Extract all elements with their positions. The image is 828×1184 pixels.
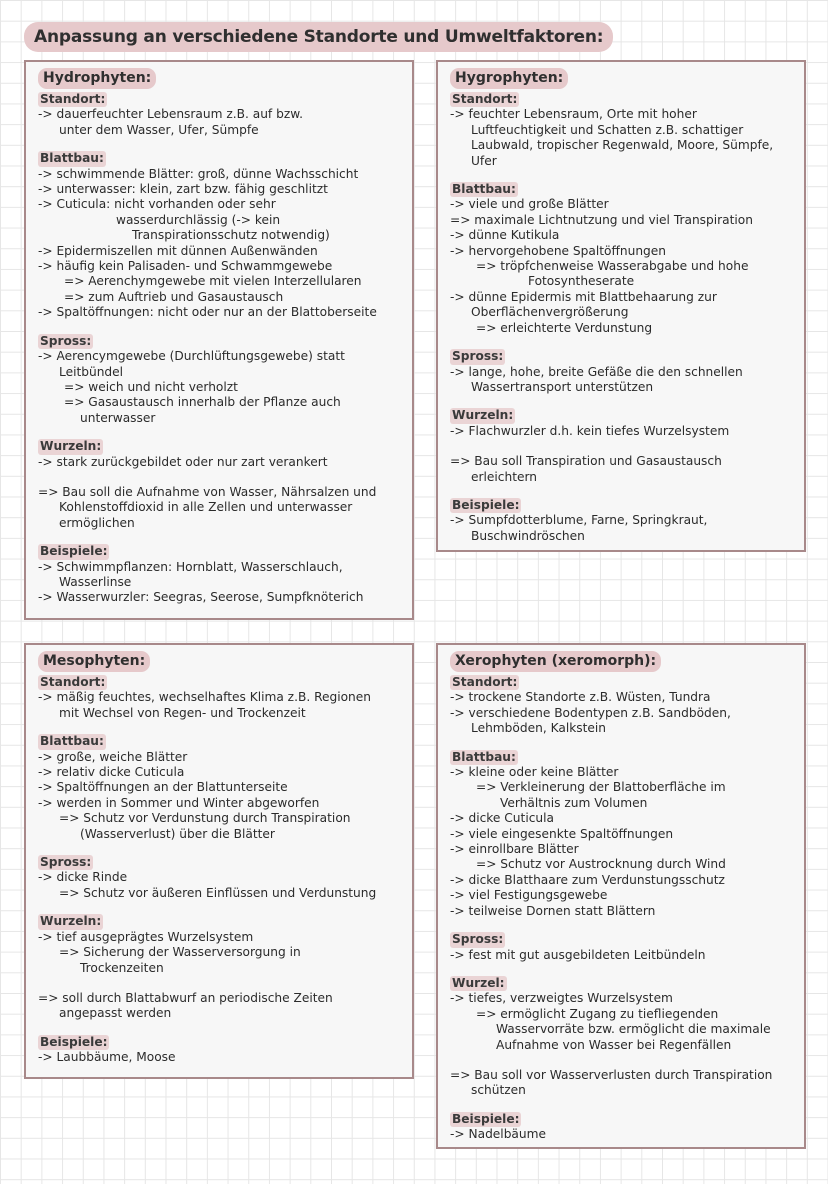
text-line: -> Cuticula: nicht vorhanden oder sehr [38, 197, 276, 212]
text-line: -> dicke Blatthaare zum Verdunstungsschutz [450, 872, 725, 887]
text-line: (Wasserverlust) über die Blätter [80, 826, 275, 841]
text-line: Kohlenstoffdioxid in alle Zellen und unterwasser [59, 500, 353, 515]
text-line: -> hervorgehobene Spaltöffnungen [450, 243, 667, 258]
text-line: => Schutz vor Austrocknung durch Wind [476, 857, 726, 872]
card-title: Hydrophyten: [38, 68, 156, 89]
text-line: -> dicke Cuticula [450, 811, 554, 826]
section-wurzeln [450, 408, 794, 485]
text-line: => Bau soll die Aufnahme von Wasser, Nährsalzen und [38, 484, 377, 499]
text-line: -> Flachwurzler d.h. kein tiefes Wurzelsystem [450, 423, 730, 438]
text-line: Aufnahme von Wasser bei Regenfällen [496, 1037, 732, 1052]
text-line: -> fest mit gut ausgebildeten Leitbündeln [450, 947, 706, 962]
text-line: => Sicherung der Wasserversorgung in [59, 945, 301, 960]
text-line: wasserdurchlässig (-> kein [116, 212, 281, 227]
text-line: Verhältnis zum Volumen [500, 795, 648, 810]
card-mesophyten [24, 643, 414, 1079]
text-line: Trockenzeiten [80, 960, 164, 975]
text-line: -> Nadelbäume [450, 1127, 546, 1142]
section-wurzeln [38, 914, 402, 1021]
text-line: Fotosyntheserate [528, 274, 635, 289]
section-spross [38, 334, 402, 426]
section-spross [450, 932, 794, 963]
text-line: ermöglichen [59, 515, 135, 530]
text-line: -> einrollbare Blätter [450, 842, 579, 857]
section-label: Wurzel: [452, 975, 505, 990]
section-label: Beispiele: [452, 497, 520, 512]
section-label: Blattbau: [452, 182, 516, 197]
section-label: Spross: [40, 855, 92, 870]
text-line: -> Laubbäume, Moose [38, 1050, 176, 1065]
page-title: Anpassung an verschiedene Standorte und Umweltfaktoren: [24, 22, 613, 52]
text-line: Transpirationsschutz notwendig) [132, 228, 330, 243]
text-line: Wasserlinse [59, 574, 132, 589]
text-line: => ermöglicht Zugang zu tiefliegenden [476, 1006, 719, 1021]
section-blattbau [38, 734, 402, 842]
section-standort [38, 675, 402, 721]
section-label: Beispiele: [40, 544, 108, 559]
text-line: erleichtern [471, 469, 538, 484]
section-beispiele [38, 544, 402, 606]
text-line: -> dauerfeuchter Lebensraum z.B. auf bzw. [38, 107, 303, 122]
card-title: Xerophyten (xeromorph): [450, 651, 661, 672]
text-line: -> große, weiche Blätter [38, 749, 188, 764]
section-label: Spross: [40, 333, 92, 348]
text-line: -> viel Festigungsgewebe [450, 888, 608, 903]
card-hygrophyten [436, 60, 806, 552]
section-label: Wurzeln: [40, 914, 102, 929]
text-line: Wassertransport unterstützen [471, 379, 654, 394]
text-line: => weich und nicht verholzt [64, 379, 238, 394]
section-beispiele [38, 1035, 402, 1066]
text-line: -> teilweise Dornen statt Blättern [450, 903, 656, 918]
text-line: -> häufig kein Palisaden- und Schwammgewebe [38, 259, 333, 274]
text-line: Ufer [471, 153, 497, 168]
text-line: Laubwald, tropischer Regenwald, Moore, Sümpfe, [471, 138, 774, 153]
text-line: Lehmböden, Kalkstein [471, 721, 606, 736]
section-standort [38, 92, 402, 138]
text-line: => tröpfchenweise Wasserabgabe und hohe [476, 259, 749, 274]
card-title: Mesophyten: [38, 651, 150, 672]
text-line: -> dünne Kutikula [450, 228, 560, 243]
section-standort [450, 92, 794, 169]
text-line: -> dünne Epidermis mit Blattbehaarung zur [450, 289, 717, 304]
section-label: Blattbau: [452, 749, 516, 764]
text-line: Leitbündel [59, 364, 124, 379]
card-xerophyten [436, 643, 806, 1149]
section-wurzel [450, 976, 794, 1099]
text-line: unterwasser [80, 410, 156, 425]
text-line: Wasservorräte bzw. ermöglicht die maximale [496, 1022, 771, 1037]
section-label: Standort: [452, 92, 518, 106]
section-blattbau [450, 182, 794, 336]
text-line: Luftfeuchtigkeit und Schatten z.B. schattiger [471, 122, 744, 137]
section-label: Spross: [452, 349, 504, 364]
section-label: Blattbau: [40, 734, 104, 749]
section-label: Spross: [452, 932, 504, 947]
text-line: angepasst werden [59, 1006, 172, 1021]
section-label: Standort: [40, 675, 106, 689]
text-line: -> Spaltöffnungen: nicht oder nur an der Blattoberseite [38, 305, 377, 320]
text-line: -> viele und große Blätter [450, 197, 609, 212]
text-line: => Bau soll Transpiration und Gasaustausch [450, 454, 722, 469]
section-blattbau [38, 151, 402, 320]
section-blattbau [450, 750, 794, 919]
text-line: -> kleine oder keine Blätter [450, 765, 619, 780]
text-line: => Schutz vor Verdunstung durch Transpiration [59, 811, 351, 826]
section-label: Wurzeln: [452, 408, 514, 423]
section-label: Standort: [452, 675, 518, 689]
text-line: Buschwindröschen [471, 528, 585, 543]
text-line: -> relativ dicke Cuticula [38, 765, 185, 780]
section-label: Beispiele: [452, 1111, 520, 1126]
text-line: -> Aerencymgewebe (Durchlüftungsgewebe) statt [38, 349, 345, 364]
text-line: => Aerenchymgewebe mit vielen Interzellularen [64, 274, 362, 289]
text-line: -> unterwasser: klein, zart bzw. fähig geschlitzt [38, 182, 328, 197]
card-title: Hygrophyten: [450, 68, 568, 89]
text-line: Oberflächenvergrößerung [471, 305, 629, 320]
section-wurzeln [38, 439, 402, 531]
text-line: => Verkleinerung der Blattoberfläche im [476, 780, 726, 795]
text-line: => Gasaustausch innerhalb der Pflanze auch [64, 395, 341, 410]
text-line: schützen [471, 1083, 526, 1098]
text-line: => erleichterte Verdunstung [476, 320, 653, 335]
section-beispiele [450, 1112, 794, 1143]
card-hydrophyten [24, 60, 414, 620]
text-line: unter dem Wasser, Ufer, Sümpfe [59, 122, 259, 137]
text-line: -> Schwimmpflanzen: Hornblatt, Wasserschlauch, [38, 559, 343, 574]
text-line: => zum Auftrieb und Gasaustausch [64, 289, 284, 304]
text-line: -> Spaltöffnungen an der Blattunterseite [38, 780, 288, 795]
text-line: => Schutz vor äußeren Einflüssen und Verdunstung [59, 885, 377, 900]
text-line: -> lange, hohe, breite Gefäße die den schnellen [450, 364, 743, 379]
section-spross [450, 349, 794, 395]
section-spross [38, 855, 402, 901]
text-line: -> mäßig feuchtes, wechselhaftes Klima z.B. Regionen [38, 690, 372, 705]
section-label: Standort: [40, 92, 106, 106]
section-label: Beispiele: [40, 1034, 108, 1049]
text-line: -> stark zurückgebildet oder nur zart verankert [38, 454, 328, 469]
text-line: -> Sumpfdotterblume, Farne, Springkraut, [450, 513, 708, 528]
text-line: -> dicke Rinde [38, 870, 128, 885]
text-line: -> schwimmende Blätter: groß, dünne Wachsschicht [38, 166, 359, 181]
text-line: -> trockene Standorte z.B. Wüsten, Tundra [450, 690, 711, 705]
text-line: -> Epidermiszellen mit dünnen Außenwänden [38, 243, 318, 258]
text-line: => soll durch Blattabwurf an periodische Zeiten [38, 990, 333, 1005]
text-line: -> viele eingesenkte Spaltöffnungen [450, 826, 674, 841]
text-line: -> Wasserwurzler: Seegras, Seerose, Sumpfknöterich [38, 590, 364, 605]
text-line: -> tiefes, verzweigtes Wurzelsystem [450, 991, 673, 1006]
text-line: mit Wechsel von Regen- und Trockenzeit [59, 705, 306, 720]
text-line: -> feuchter Lebensraum, Orte mit hoher [450, 107, 697, 122]
section-standort [450, 675, 794, 737]
text-line: => Bau soll vor Wasserverlusten durch Transpiration [450, 1067, 773, 1082]
section-label: Blattbau: [40, 151, 104, 166]
text-line: => maximale Lichtnutzung und viel Transpiration [450, 212, 753, 227]
text-line: -> tief ausgeprägtes Wurzelsystem [38, 929, 254, 944]
section-beispiele [450, 498, 794, 544]
text-line: -> verschiedene Bodentypen z.B. Sandböden, [450, 705, 731, 720]
text-line: -> werden in Sommer und Winter abgeworfen [38, 795, 320, 810]
section-label: Wurzeln: [40, 439, 102, 454]
